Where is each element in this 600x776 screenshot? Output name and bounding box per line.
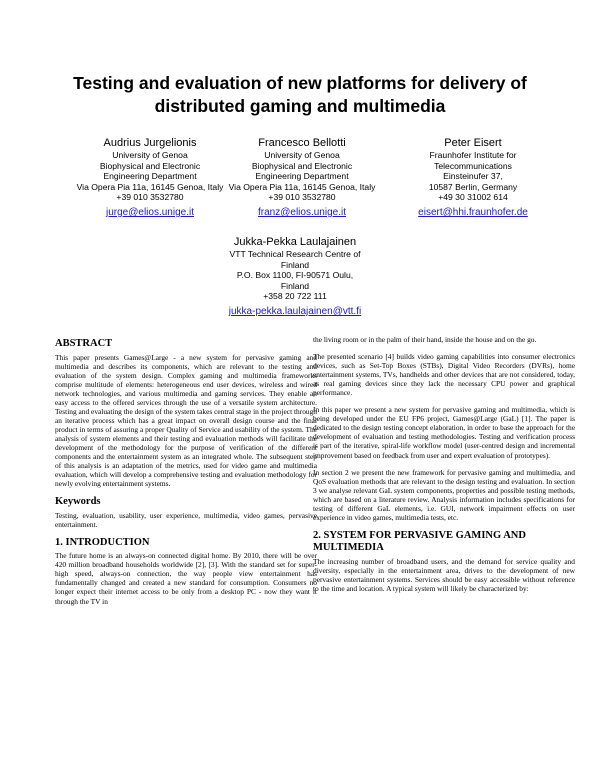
author-phone: +39 010 3532780	[268, 192, 336, 203]
author-block	[392, 136, 554, 219]
introduction-heading: 1. INTRODUCTION	[55, 536, 150, 548]
author-address: Via Opera Pia 11a, 16145 Genoa, Italy	[228, 181, 376, 192]
keywords-heading: Keywords	[55, 496, 101, 508]
author-address: 10587 Berlin, Germany	[428, 181, 518, 192]
author-address: P.O. Box 1100, FI-90571 Oulu,	[236, 270, 354, 281]
author-address: Finland	[280, 280, 310, 291]
author-affiliation: Engineering Department	[103, 171, 197, 182]
author-address: Einsteinufer 37,	[443, 171, 503, 182]
body-paragraph: In section 2 we present the new framework for pervasive gaming and multimedia, and QoS evaluation methods that are relevant to the design testing and evaluation. In section 3 we analyse relevant GaL system components, properties and possible testing methods, which are based on a literature review. Analysis information includes specifications for testing of different GaL elements, i.e. GUI, network impairment effects on user experience in video games, multimedia tests, etc.	[313, 467, 575, 522]
author-email-link[interactable]: jukka-pekka.laulajainen@vtt.fi	[228, 305, 362, 317]
author-affiliation: Engineering Department	[255, 171, 349, 182]
author-phone: +49 30 31002 614	[438, 192, 508, 203]
author-affiliation: VTT Technical Research Centre of	[229, 249, 361, 259]
section2-text: The increasing number of broadband users, and the demand for service quality and diversity, especially in the entertainment area, drives to the development of new pervasive entertainment systems. Services should be easy accessible without reference to the time and location. A typical system will likely be characterized by:	[313, 556, 575, 593]
author-affiliation: University of Genoa	[264, 150, 340, 160]
author-email-link[interactable]: franz@elios.unige.it	[258, 206, 346, 218]
keywords-text: Testing, evaluation, usability, user experience, multimedia, video games, pervasive entertainment.	[55, 510, 317, 529]
author-email-link[interactable]: eisert@hhi.fraunhofer.de	[418, 206, 528, 218]
introduction-text: The future home is an always-on connected digital home. By 2010, there will be over 420 million broadband households worldwide [2], [3]. With the standard set for super-high speed, always-on connection, the way people view entertainment has fundamentally changed and created a new standard for consumption. Consumers no longer expect their internet access to be only from a desktop PC - now they want it through the TV in	[55, 551, 317, 606]
author-block	[205, 235, 385, 318]
author-address: Via Opera Pia 11a, 16145 Genoa, Italy	[76, 181, 224, 192]
author-affiliation: Finland	[280, 259, 310, 270]
abstract-text: This paper presents Games@Large - a new system for pervasive gaming and multimedia and describes its components, which are relevant to the testing and evaluation of the system design. Complex gaming and multimedia frameworks comprise multitude of elements: heterogeneous end user devices, wireless and wired network technologies, and various multimedia and gaming services. They enable an easy access to the offered services through the use of a versatile system architecture. Testing and evaluating the design of the system takes central stage in the project through an iterative process which has a great impact on overall design course and the final product in terms of assuring a proper Quality of Service and usability of the system. The analysis of system elements and their testing and evaluation methods will facilitate the development of the methodology for the purpose of verification of the different components and the entertainment system as an integrated whole. The subsequent step of this analysis is an adaptation of the metrics, used for video game and multimedia evaluation, which will develop a comprehensive testing and evaluation methodology for newly evolving entertainment systems.	[55, 352, 317, 489]
abstract-heading: ABSTRACT	[55, 338, 113, 349]
author-name: Jukka-Pekka Laulajainen	[233, 236, 357, 248]
author-affiliation: Telecommunications	[434, 160, 512, 171]
author-affiliation: Biophysical and Electronic	[251, 160, 353, 171]
author-name: Francesco Bellotti	[258, 137, 346, 149]
author-email-link[interactable]: jurge@elios.unige.it	[106, 206, 194, 218]
left-column	[55, 338, 317, 614]
body-paragraph: The presented scenario [4] builds video gaming capabilities into consumer electronics devices, such as Set-Top Boxes (STBs), Digital Video Recorders (DVRs), home entertainment systems, TVs, handhelds and other devices that are not considered, today, as real gaming devices since they lack the necessary CPU power and graphical performance.	[313, 352, 575, 398]
author-affiliation: Biophysical and Electronic	[99, 160, 201, 171]
paper-title: Testing and evaluation of new platforms for delivery of distributed gaming and multimedia	[73, 73, 527, 116]
author-name: Audrius Jurgelionis	[103, 137, 197, 149]
author-block	[70, 136, 230, 219]
author-affiliation: University of Genoa	[112, 150, 188, 160]
body-paragraph: the living room or in the palm of their hand, inside the house and on the go.	[313, 335, 537, 344]
author-phone: +39 010 3532780	[116, 192, 184, 203]
author-name: Peter Eisert	[444, 137, 502, 149]
body-paragraph: In this paper we present a new system for pervasive gaming and multimedia, which is being developed under the EU FP6 project, Games@Large (GaL) [1]. The paper is dedicated to the design testing concept elaboration, in order to base the approach for the development of evaluation and testing methodologies. Testing and verification process is part of the iterative, spiral-life workflow model (user-centred design and incremental improvement based on feedback from user and expert evaluation of prototypes).	[313, 405, 575, 460]
author-block	[222, 136, 382, 219]
section2-heading: 2. SYSTEM FOR PERVASIVE GAMING AND MULTIMEDIA	[313, 529, 526, 554]
author-phone: +358 20 722 111	[263, 291, 327, 302]
author-affiliation: Fraunhofer Institute for	[429, 150, 517, 160]
right-column	[313, 335, 575, 601]
